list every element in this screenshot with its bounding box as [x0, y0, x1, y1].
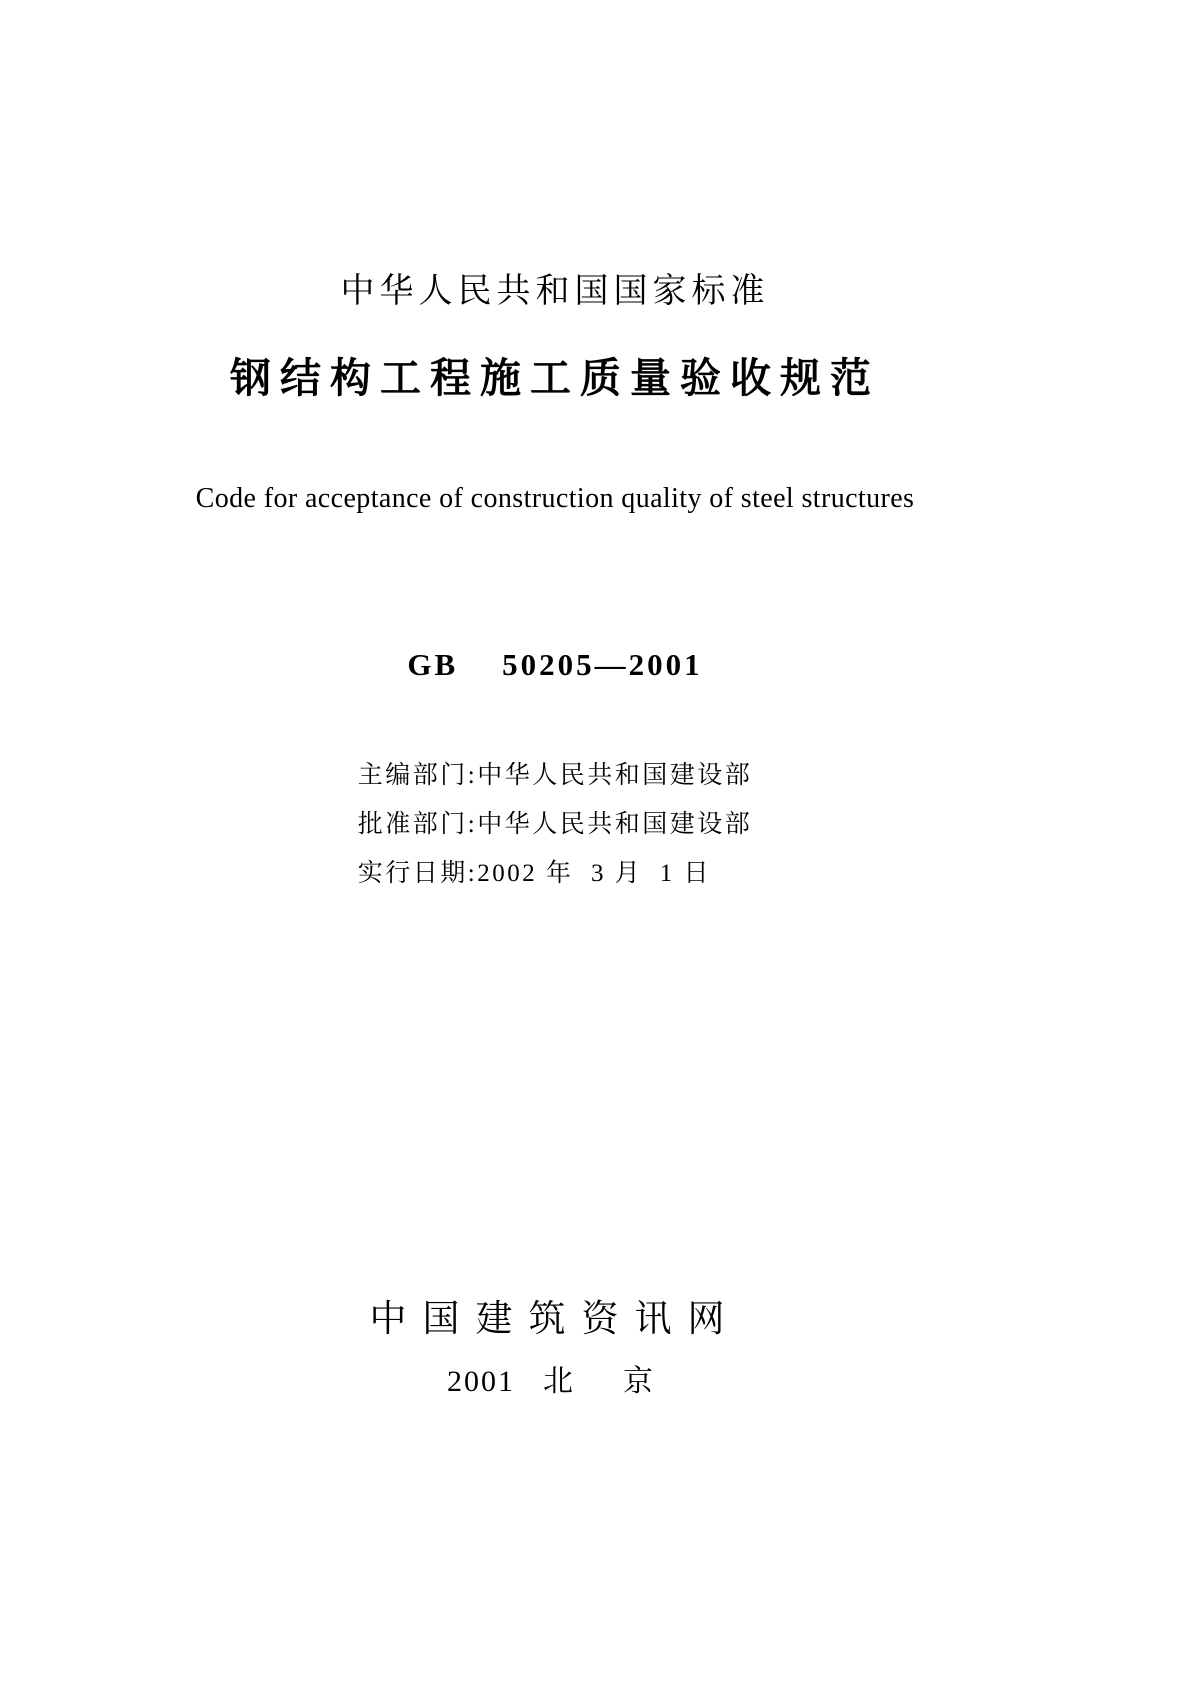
title-english: Code for acceptance of construction quality of steel structures: [195, 483, 915, 514]
chief-editor-department-line: 主编部门:中华人民共和国建设部: [357, 762, 753, 789]
approval-department-line: 批准部门:中华人民共和国建设部: [357, 811, 753, 838]
standard-code: [0, 647, 1110, 683]
imprint-year: 2001: [447, 1365, 515, 1398]
imprint-city: 北 京: [543, 1365, 663, 1398]
publication-details: [0, 751, 1110, 898]
standard-header: 中华人民共和国国家标准: [340, 273, 770, 310]
publication-details-block: [358, 751, 752, 898]
title-chinese: 钢结构工程施工质量验收规范: [230, 355, 880, 401]
standard-code-prefix: GB: [407, 647, 459, 682]
imprint-line: [0, 1364, 1110, 1400]
publisher-name: 中国建筑资讯网: [369, 1299, 741, 1340]
effective-date-line: 实行日期:2002 年 3 月 1 日: [357, 860, 711, 887]
standard-code-number: 50205—2001: [502, 647, 703, 682]
